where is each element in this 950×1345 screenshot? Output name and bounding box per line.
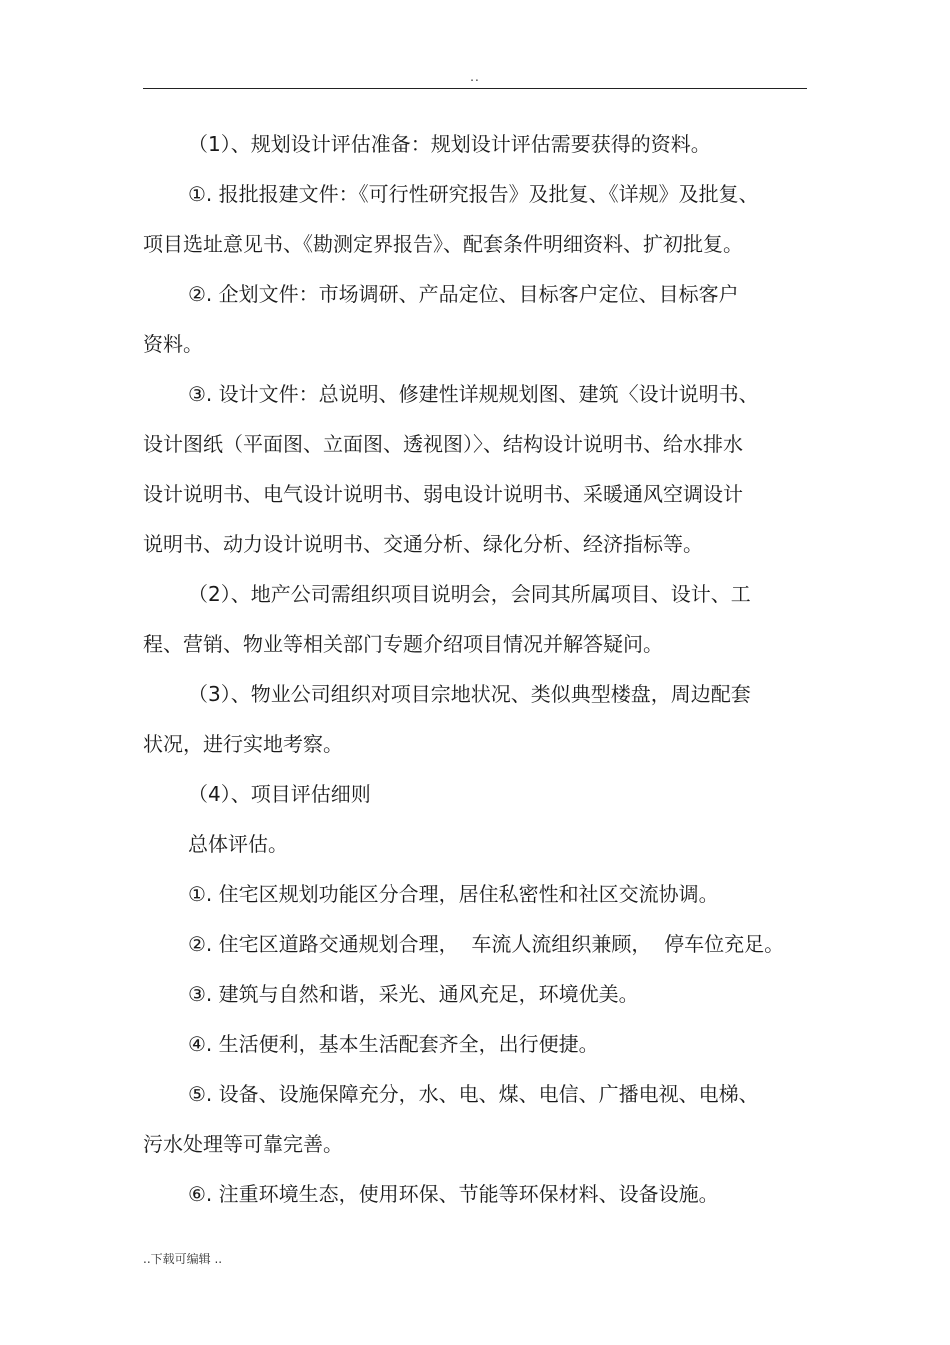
text-line: ③. 建筑与自然和谐，采光、通风充足，环境优美。 <box>188 982 639 1006</box>
text-line: ②. 企划文件：市场调研、产品定位、目标客户定位、目标客户 <box>188 282 739 306</box>
header-mark: .. <box>470 70 480 84</box>
text-line: ①. 报批报建文件：《可行性研究报告》及批复、《详规》及批复、 <box>188 182 759 206</box>
text-line: ⑥. 注重环境生态，使用环保、节能等环保材料、设备设施。 <box>188 1182 719 1206</box>
text-line: （1）、规划设计评估准备：规划设计评估需要获得的资料。 <box>188 132 711 156</box>
text-line: 设计图纸（平面图、立面图、透视图）〉、结构设计说明书、给水排水 <box>143 432 743 456</box>
text-line: 状况，进行实地考察。 <box>143 732 343 756</box>
text-line: 程、营销、物业等相关部门专题介绍项目情况并解答疑问。 <box>143 632 663 656</box>
text-line: 项目选址意见书、《勘测定界报告》、配套条件明细资料、扩初批复。 <box>143 232 743 256</box>
text-line: ③. 设计文件：总说明、修建性详规规划图、建筑〈设计说明书、 <box>188 382 759 406</box>
text-line: ②. 住宅区道路交通规划合理， 车流人流组织兼顾， 停车位充足。 <box>188 932 785 956</box>
text-line: ⑤. 设备、设施保障充分，水、电、煤、电信、广播电视、电梯、 <box>188 1082 759 1106</box>
text-line: 总体评估。 <box>188 832 288 856</box>
text-line: 设计说明书、电气设计说明书、弱电设计说明书、采暖通风空调设计 <box>143 482 743 506</box>
text-line: ④. 生活便利，基本生活配套齐全，出行便捷。 <box>188 1032 599 1056</box>
footer-mark: ..下载可编辑 .. <box>143 1252 223 1266</box>
header-rule <box>143 88 807 89</box>
text-line: （4）、项目评估细则 <box>188 782 371 806</box>
text-line: 资料。 <box>143 332 203 356</box>
text-line: 污水处理等可靠完善。 <box>143 1132 343 1156</box>
text-line: 说明书、动力设计说明书、交通分析、绿化分析、经济指标等。 <box>143 532 703 556</box>
document-body <box>143 119 807 1219</box>
text-line: ①. 住宅区规划功能区分合理，居住私密性和社区交流协调。 <box>188 882 719 906</box>
text-line: （2）、地产公司需组织项目说明会，会同其所属项目、设计、工 <box>188 582 751 606</box>
text-line: （3）、物业公司组织对项目宗地状况、类似典型楼盘，周边配套 <box>188 682 751 706</box>
